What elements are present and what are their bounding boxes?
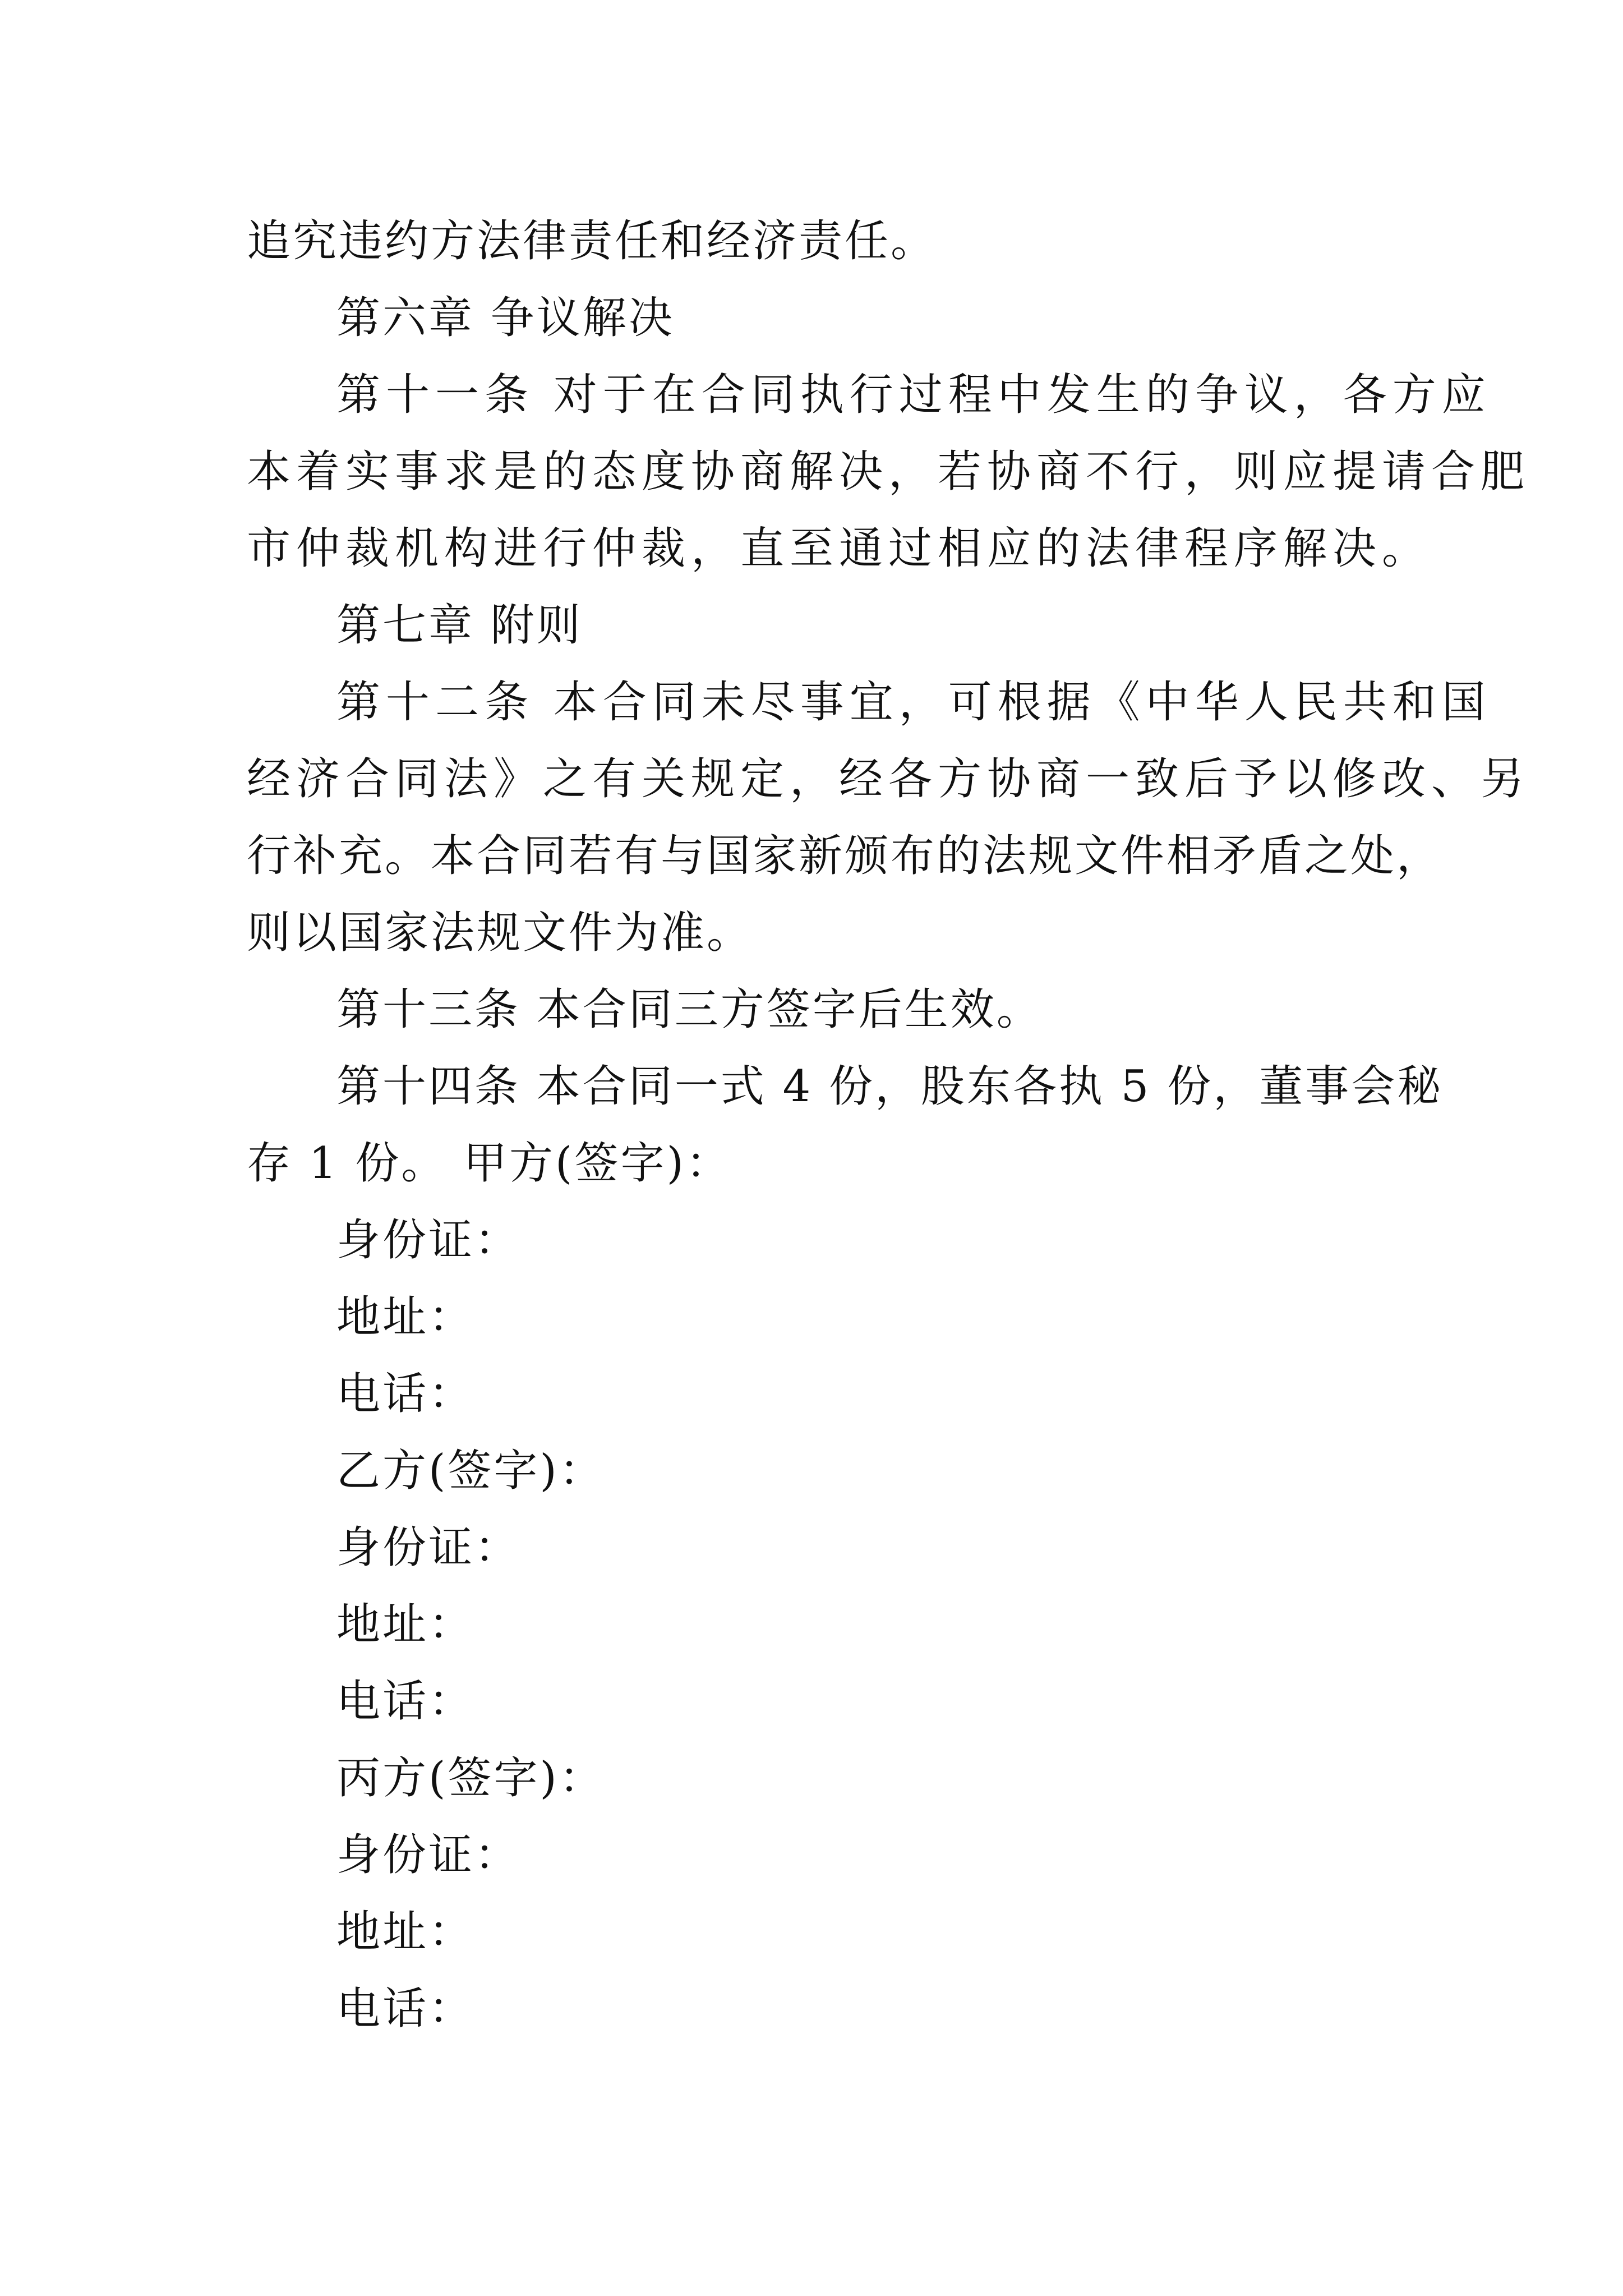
party-a-id: 身份证： [336,1215,521,1266]
party-b-id: 身份证： [336,1522,521,1573]
clause-11-line-2: 本着实事求是的态度协商解决，若协商不行，则应提请合肥 [247,447,1530,497]
clause-13: 第十三条 本合同三方签字后生效。 [336,984,1043,1035]
chapter-7-heading: 第七章 附则 [336,600,583,651]
clause-12-line-1: 第十二条 本合同未尽事宜，可根据《中华人民共和国 [336,677,1491,728]
clause-11-line-1: 第十一条 对于在合同执行过程中发生的争议，各方应 [336,370,1491,420]
party-a-address: 地址： [336,1292,475,1342]
clause-14-line-2: 存 1 份。 甲方(签字)： [247,1138,732,1189]
party-a-phone: 电话： [336,1369,475,1419]
party-c-id: 身份证： [336,1830,521,1880]
party-b-phone: 电话： [336,1676,475,1727]
clause-14-line-1: 第十四条 本合同一式 4 份，股东各执 5 份，董事会秘 [336,1061,1444,1112]
party-c-signature: 丙方(签字)： [336,1753,605,1803]
chapter-6-heading: 第六章 争议解决 [336,293,675,343]
clause-11-line-3: 市仲裁机构进行仲裁，直至通过相应的法律程序解决。 [247,523,1432,574]
clause-12-line-2: 经济合同法》之有关规定，经各方协商一致后予以修改、另 [247,754,1530,804]
party-b-signature: 乙方(签字)： [336,1446,605,1496]
party-b-address: 地址： [336,1599,475,1650]
clause-12-line-3: 行补充。本合同若有与国家新颁布的法规文件相矛盾之处， [247,831,1443,881]
party-c-address: 地址： [336,1907,475,1957]
clause-12-line-4: 则以国家法规文件为准。 [247,908,753,958]
party-c-phone: 电话： [336,1984,475,2034]
clause-10-continuation: 追究违约方法律责任和经济责任。 [247,216,937,266]
